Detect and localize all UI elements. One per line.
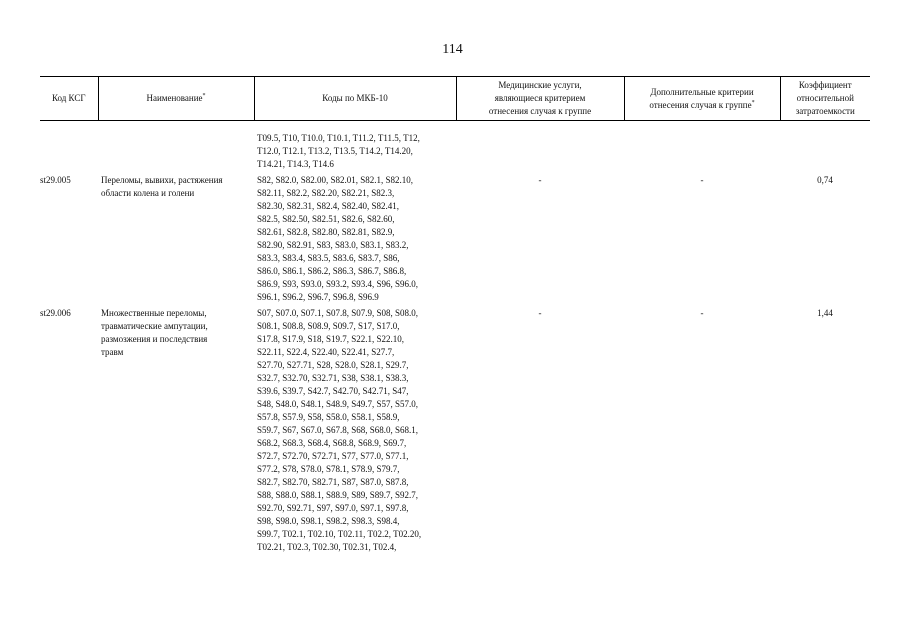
- header-criteria: Дополнительные критерии отнесения случая к группе*: [624, 77, 780, 121]
- mkb-codes-cell: S07, S07.0, S07.1, S07.8, S07.9, S08, S08.0, S08.1, S08.8, S08.9, S09.7, S17, S17.0, S17.8, S17.9, S18, S19.7, S22.1, S22.10, S22.11, S22.4, S22.40, S22.41, S27.7, S27.70, S27.71, S28, S28.0, S28.1, S29.7, S32.7, S32.70, S32.71, S38, S38.1, S38.3, S39.6, S39.7, S42.7, S42.70, S42.71, S47, S48, S48.0, S48.1, S48.9, S49.7, S57, S57.0, S57.8, S57.9, S58, S58.0, S58.1, S58.9, S59.7, S67, S67.0, S67.8, S68, S68.0, S68.1, S68.2, S68.3, S68.4, S68.8, S68.9, S69.7, S72.7, S72.70, S72.71, S77, S77.0, S77.1, S77.2, S78, S78.0, S78.1, S78.9, S79.7, S82.7, S82.70, S82.71, S87, S87.0, S87.8, S88, S88.0, S88.1, S88.9, S89, S89.7, S92.7, S92.70, S92.71, S97, S97.0, S97.1, S97.8, S98, S98.0, S98.1, S98.2, S98.3, S98.4, S99.7, T02.1, T02.10, T02.11, T02.2, T02.20, T02.21, T02.3, T02.30, T02.31, T02.4,: [257, 308, 422, 552]
- coefficient-cell: 1,44: [817, 308, 833, 318]
- header-name: Наименование*: [98, 77, 254, 121]
- ksg-code-cell: st29.005: [40, 175, 71, 185]
- header-name-note: *: [202, 93, 206, 99]
- ksg-table: [40, 76, 870, 554]
- ksg-name-cell: Переломы, вывихи, растяжения области колена и голени: [101, 175, 223, 198]
- table-row: [40, 174, 870, 304]
- header-mkb: Коды по МКБ-10: [254, 77, 456, 121]
- header-criteria-note: *: [751, 99, 755, 106]
- header-services: Медицинские услуги, являющиеся критерием отнесения случая к группе: [456, 77, 624, 121]
- ksg-name-cell: Множественные переломы, травматические ампутации, размозжения и последствия травм: [101, 308, 208, 357]
- continuation-mkb-codes: T09.5, T10, T10.0, T10.1, T11.2, T11.5, T12, T12.0, T12.1, T13.2, T13.5, T14.2, T14.20, T14.21, T14.3, T14.6: [257, 133, 420, 169]
- coefficient-cell: 0,74: [817, 175, 833, 185]
- services-cell: -: [538, 175, 542, 185]
- criteria-cell: -: [700, 175, 704, 185]
- services-cell: -: [538, 308, 542, 318]
- ksg-code-cell: st29.006: [40, 308, 71, 318]
- header-coefficient: Коэффициент относительной затратоемкости: [780, 77, 870, 121]
- criteria-cell: -: [700, 308, 704, 318]
- mkb-codes-cell: S82, S82.0, S82.00, S82.01, S82.1, S82.10, S82.11, S82.2, S82.20, S82.21, S82.3, S82.30, S82.31, S82.4, S82.40, S82.41, S82.5, S82.50, S82.51, S82.6, S82.60, S82.61, S82.8, S82.80, S82.81, S82.9, S82.90, S82.91, S83, S83.0, S83.1, S83.2, S83.3, S83.4, S83.5, S83.6, S83.7, S86, S86.0, S86.1, S86.2, S86.3, S86.7, S86.8, S86.9, S93, S93.0, S93.2, S93.4, S96, S96.0, S96.1, S96.2, S96.7, S96.8, S96.9: [257, 175, 419, 302]
- header-ksg-code: Код КСГ: [40, 77, 98, 121]
- page-number: 114: [442, 42, 463, 57]
- table-header-row: [40, 77, 870, 121]
- continuation-row: [40, 132, 870, 171]
- table-row: [40, 307, 870, 554]
